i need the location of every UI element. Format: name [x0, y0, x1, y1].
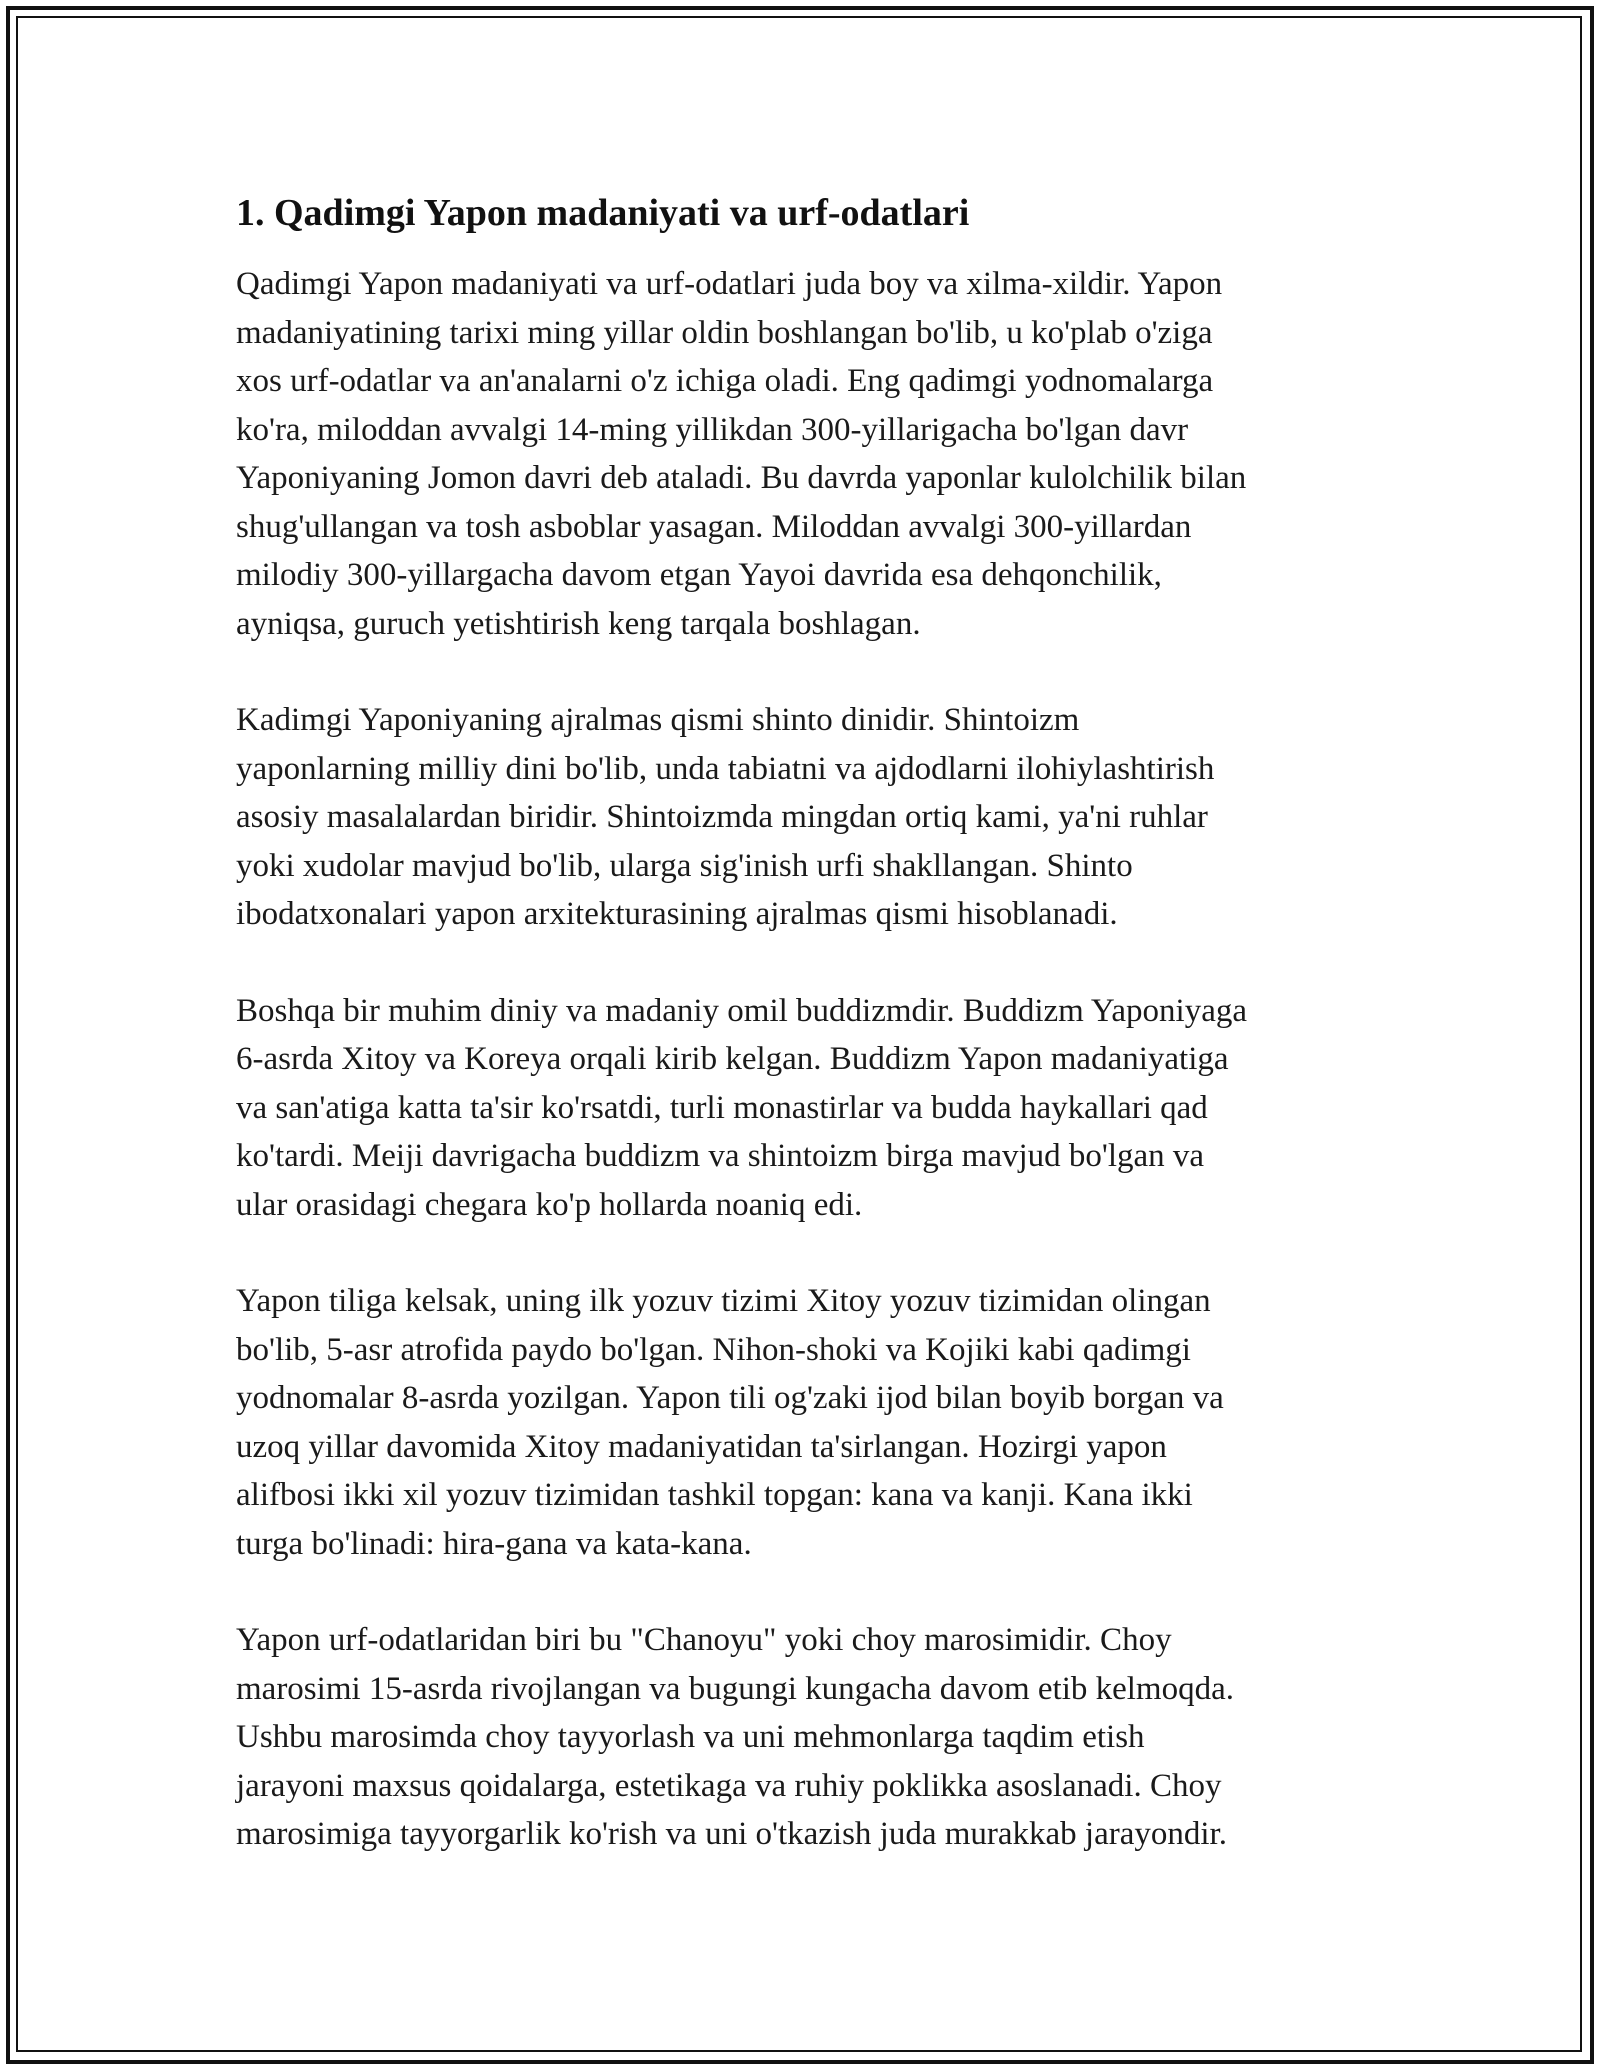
text-line: asosiy masalalardan biridir. Shintoizmda mingdan ortiq kami, ya'ni ruhlar [236, 799, 1208, 835]
text-line: uzoq yillar davomida Xitoy madaniyatidan ta'sirlangan. Hozirgi yapon [236, 1428, 1167, 1465]
paragraph-shinto [236, 696, 1376, 939]
text-line: va san'atiga katta ta'sir ko'rsatdi, turli monastirlar va budda haykallari qad [236, 1089, 1208, 1126]
document-body [236, 188, 1376, 1907]
text-line: ular orasidagi chegara ko'p hollarda noaniq edi. [236, 1186, 863, 1223]
text-line: ko'tardi. Meiji davrigacha buddizm va shintoizm birga mavjud bo'lgan va [236, 1138, 1205, 1174]
text-line: yaponlarning milliy dini bo'lib, unda tabiatni va ajdodlarni ilohiylashtirish [236, 750, 1215, 787]
text-line: yodnomalar 8-asrda yozilgan. Yapon tili og'zaki ijod bilan boyib borgan va [236, 1380, 1224, 1416]
text-line: marosimiga tayyorgarlik ko'rish va uni o'tkazish juda murakkab jarayondir. [236, 1816, 1227, 1852]
text-line: ko'ra, miloddan avvalgi 14-ming yillikdan 300-yillarigacha bo'lgan davr [236, 411, 1189, 448]
text-line: Yapon tiliga kelsak, uning ilk yozuv tizimi Xitoy yozuv tizimidan olingan [236, 1283, 1211, 1319]
paragraph-buddhism [236, 987, 1376, 1230]
text-line: turga bo'linadi: hira-gana va kata-kana. [236, 1525, 752, 1562]
text-line: Kadimgi Yaponiyaning ajralmas qismi shinto dinidir. Shintoizm [236, 702, 1080, 738]
text-line: bo'lib, 5-asr atrofida paydo bo'lgan. Nihon-shoki va Kojiki kabi qadimgi [236, 1331, 1191, 1368]
text-line: xos urf-odatlar va an'analarni o'z ichiga oladi. Eng qadimgi yodnomalarga [236, 363, 1214, 399]
text-line: marosimi 15-asrda rivojlangan va bugungi kungacha davom etib kelmoqda. [236, 1670, 1234, 1707]
section-heading: 1. Qadimgi Yapon madaniyati va urf-odatlari [236, 192, 970, 234]
text-line: Yapon urf-odatlaridan biri bu "Chanoyu" yoki choy marosimidir. Choy [236, 1622, 1172, 1658]
text-line: Ushbu marosimda choy tayyorlash va uni mehmonlarga taqdim etish [236, 1719, 1145, 1755]
paragraph-tea-ceremony [236, 1616, 1376, 1859]
paragraph-language [236, 1277, 1376, 1568]
text-line: 6-asrda Xitoy va Koreya orqali kirib kelgan. Buddizm Yapon madaniyatiga [236, 1041, 1229, 1077]
text-line: jarayoni maxsus qoidalarga, estetikaga va ruhiy poklikka asoslanadi. Choy [236, 1767, 1222, 1804]
text-line: Qadimgi Yapon madaniyati va urf-odatlari juda boy va xilma-xildir. Yapon [236, 266, 1223, 302]
text-line: ibodatxonalari yapon arxitekturasining ajralmas qismi hisoblanadi. [236, 896, 1118, 932]
text-line: ayniqsa, guruch yetishtirish keng tarqala boshlagan. [236, 605, 921, 642]
text-line: alifbosi ikki xil yozuv tizimidan tashkil topgan: kana va kanji. Kana ikki [236, 1477, 1193, 1513]
text-line: Yaponiyaning Jomon davri deb ataladi. Bu davrda yaponlar kulolchilik bilan [236, 460, 1247, 496]
text-line: milodiy 300-yillargacha davom etgan Yayoi davrida esa dehqonchilik, [236, 557, 1162, 593]
text-line: shug'ullangan va tosh asboblar yasagan. Miloddan avvalgi 300-yillardan [236, 508, 1192, 545]
text-line: madaniyatining tarixi ming yillar oldin boshlangan bo'lib, u ko'plab o'ziga [236, 314, 1213, 351]
text-line: yoki xudolar mavjud bo'lib, ularga sig'inish urfi shakllangan. Shinto [236, 847, 1133, 884]
text-line: Boshqa bir muhim diniy va madaniy omil buddizmdir. Buddizm Yaponiyaga [236, 992, 1248, 1029]
paragraph-jomon-yayoi [236, 260, 1376, 648]
